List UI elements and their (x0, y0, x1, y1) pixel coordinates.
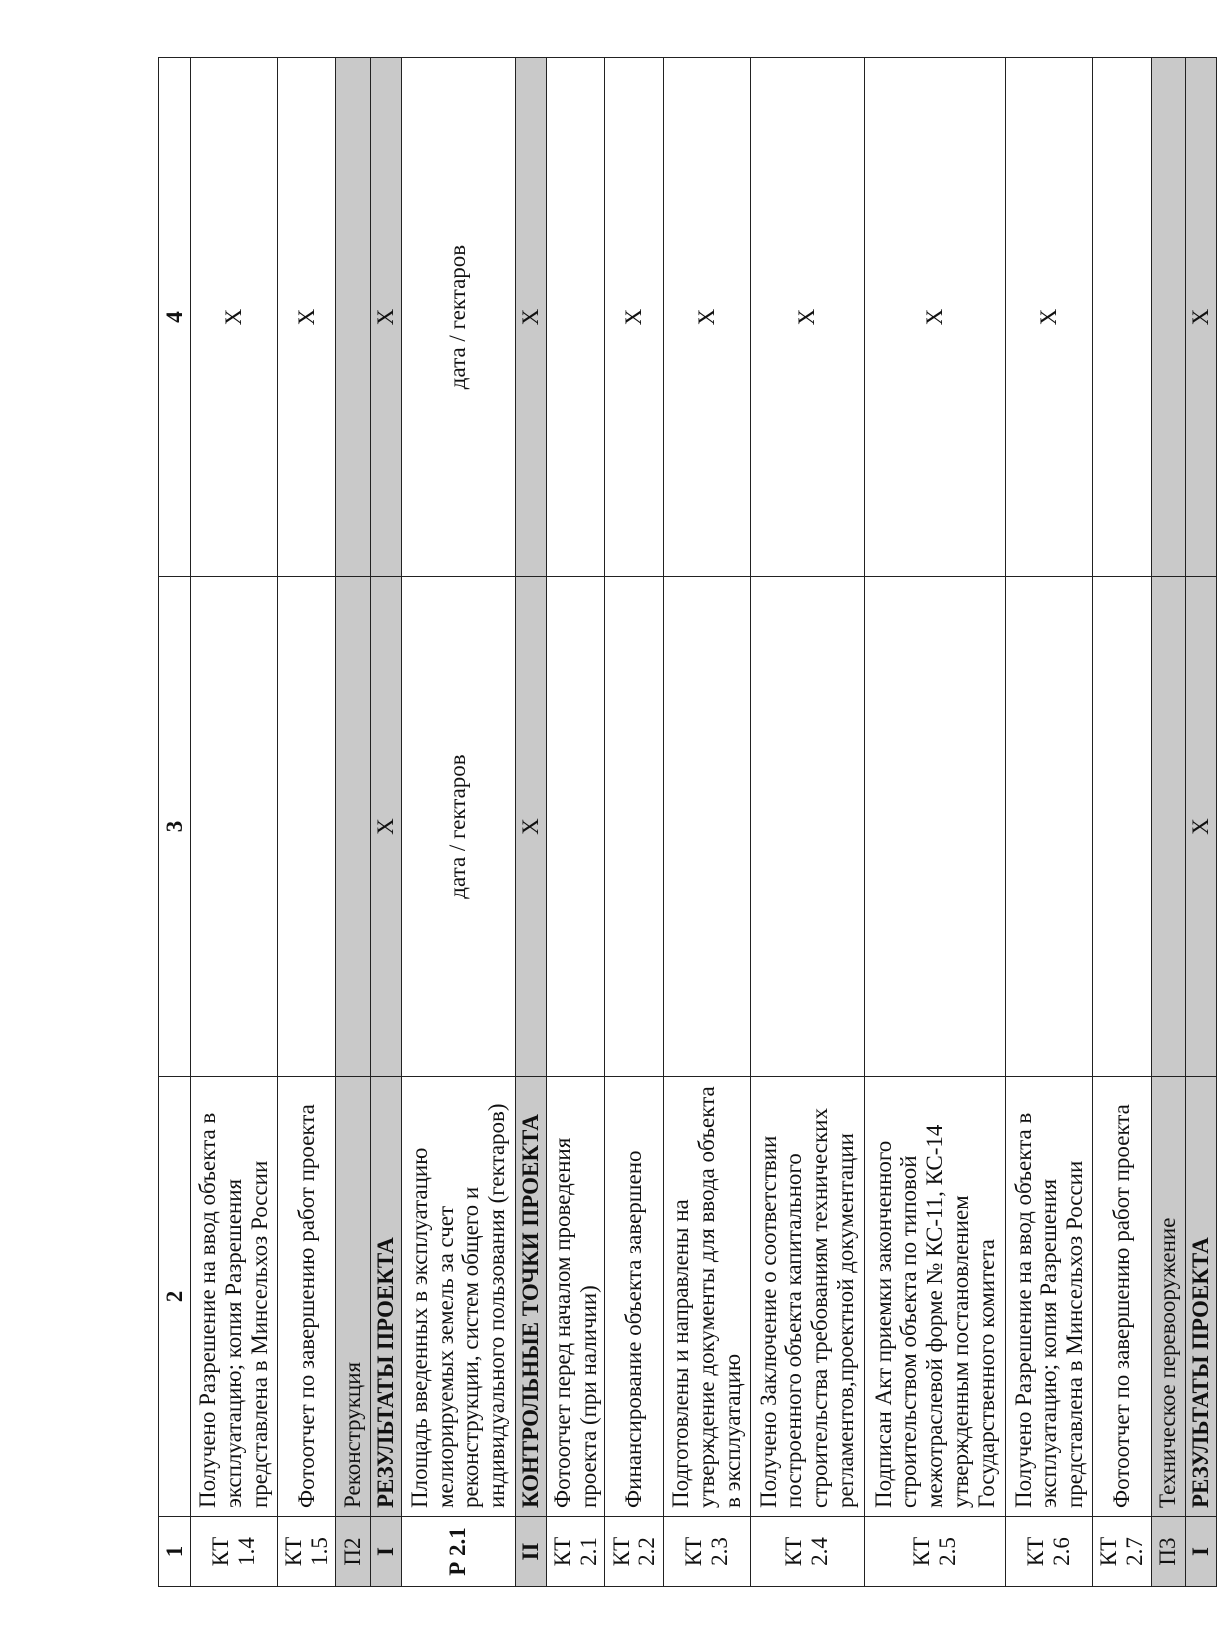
table-row (546, 58, 605, 1587)
table-row (277, 58, 336, 1587)
row-code-cell: КТ 1.4 (191, 1517, 277, 1587)
table-row (1092, 58, 1151, 1587)
row-col4-cell: дата / гектаров (401, 58, 515, 577)
row-col4-cell (1151, 58, 1185, 577)
row-description-cell: РЕЗУЛЬТАТЫ ПРОЕКТА (370, 1077, 401, 1517)
table-row (370, 58, 401, 1587)
row-col4-cell: Х (277, 58, 336, 577)
row-code-cell: КТ 2.6 (1006, 1517, 1092, 1587)
row-col3-cell: Х (515, 577, 546, 1077)
row-col4-cell (336, 58, 370, 577)
row-col3-cell (1092, 577, 1151, 1077)
row-code-cell: КТ 2.2 (605, 1517, 664, 1587)
row-code-cell: II (515, 1517, 546, 1587)
row-description-cell: Финансирование объекта завершено (605, 1077, 664, 1517)
row-description-cell: Техническое перевооружение (1151, 1077, 1185, 1517)
row-col4-cell (546, 58, 605, 577)
table-row (1185, 58, 1216, 1587)
row-description-cell: Площадь введенных в эксплуатацию мелиорируемых земель за счет реконструкции, систем общего и индивидуального пользования (гектаров) (401, 1077, 515, 1517)
project-table (158, 57, 1217, 1587)
table-row (750, 58, 864, 1587)
table-row (1006, 58, 1092, 1587)
row-description-cell: Получено Разрешение на ввод объекта в эксплуатацию; копия Разрешения представлена в Минсельхоз России (1006, 1077, 1092, 1517)
row-code-cell: КТ 2.4 (750, 1517, 864, 1587)
row-col4-cell: Х (1185, 58, 1216, 577)
row-code-cell: П2 (336, 1517, 370, 1587)
row-col3-cell (605, 577, 664, 1077)
row-description-cell: КОНТРОЛЬНЫЕ ТОЧКИ ПРОЕКТА (515, 1077, 546, 1517)
row-code-cell: I (370, 1517, 401, 1587)
row-code-cell: КТ 2.7 (1092, 1517, 1151, 1587)
table-row (605, 58, 664, 1587)
row-code-cell: КТ 1.5 (277, 1517, 336, 1587)
row-code-cell: КТ 2.3 (664, 1517, 750, 1587)
row-description-cell: Подписан Акт приемки законченного строительством объекта по типовой межотраслевой форме № КС-11, КС-14 утвержденным постановлением Государственного комитета (864, 1077, 1006, 1517)
table-row (664, 58, 750, 1587)
table-row (191, 58, 277, 1587)
table-row (515, 58, 546, 1587)
row-col3-cell (864, 577, 1006, 1077)
table-row (401, 58, 515, 1587)
column-header-1: 1 (159, 1517, 191, 1587)
row-description-cell: Получено Заключение о соответствии построенного объекта капитального строительства требованиям технических регламентов,проектной документации (750, 1077, 864, 1517)
row-code-cell: I (1185, 1517, 1216, 1587)
row-col4-cell: Х (750, 58, 864, 577)
row-code-cell: П3 (1151, 1517, 1185, 1587)
row-description-cell: Подготовлены и направлены на утверждение документы для ввода объекта в эксплуатацию (664, 1077, 750, 1517)
row-description-cell: Реконструкция (336, 1077, 370, 1517)
table-header-row (159, 58, 191, 1587)
row-col3-cell: дата / гектаров (401, 577, 515, 1077)
row-col3-cell (750, 577, 864, 1077)
row-col4-cell: Х (605, 58, 664, 577)
row-description-cell: Фотоотчет по завершению работ проекта (277, 1077, 336, 1517)
row-description-cell: РЕЗУЛЬТАТЫ ПРОЕКТА (1185, 1077, 1216, 1517)
row-col4-cell: Х (864, 58, 1006, 577)
row-col4-cell: Х (664, 58, 750, 577)
row-col3-cell: Х (1185, 577, 1216, 1077)
row-col3-cell: Х (370, 577, 401, 1077)
row-col4-cell: Х (515, 58, 546, 577)
row-description-cell: Получено Разрешение на ввод объекта в эксплуатацию; копия Разрешения представлена в Минсельхоз России (191, 1077, 277, 1517)
row-col4-cell: Х (1006, 58, 1092, 577)
row-col3-cell (664, 577, 750, 1077)
row-col3-cell (1006, 577, 1092, 1077)
column-header-2: 2 (159, 1077, 191, 1517)
table-row (1151, 58, 1185, 1587)
row-col3-cell (546, 577, 605, 1077)
row-description-cell: Фотоотчет по завершению работ проекта (1092, 1077, 1151, 1517)
table-row (336, 58, 370, 1587)
rotated-page (158, 58, 1217, 1587)
row-col3-cell (191, 577, 277, 1077)
row-col4-cell: Х (370, 58, 401, 577)
row-code-cell: КТ 2.5 (864, 1517, 1006, 1587)
row-col4-cell (1092, 58, 1151, 577)
row-col4-cell: Х (191, 58, 277, 577)
row-col3-cell (1151, 577, 1185, 1077)
column-header-3: 3 (159, 577, 191, 1077)
row-description-cell: Фотоотчет перед началом проведения проекта (при наличии) (546, 1077, 605, 1517)
row-code-cell: КТ 2.1 (546, 1517, 605, 1587)
row-col3-cell (336, 577, 370, 1077)
row-col3-cell (277, 577, 336, 1077)
row-code-cell: Р 2.1 (401, 1517, 515, 1587)
table-row (864, 58, 1006, 1587)
column-header-4: 4 (159, 58, 191, 577)
